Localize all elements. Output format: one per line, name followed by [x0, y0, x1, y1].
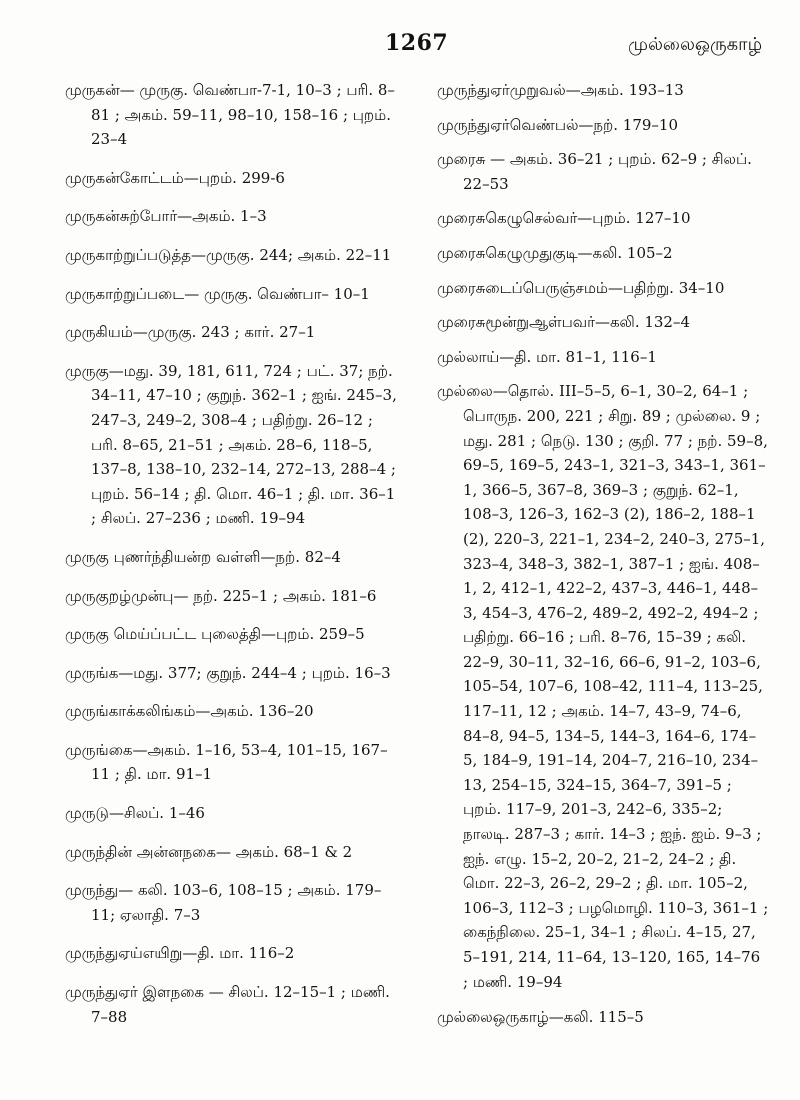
index-entry: முரைசுகெழுசெல்வர்—புறம். 127–10 — [437, 209, 691, 228]
index-entry: முருந்தின் அன்னநகை— அகம். 68–1 & 2 — [65, 842, 353, 861]
index-entry: முருந்துஏய்எயிறு—தி. மா. 116–2 — [65, 944, 295, 963]
page-number: 1267 — [385, 30, 449, 56]
index-entry: முருகன்— முருகு. வெண்பா-7-1, 10–3 ; பரி. 8–81 ; அகம். 59–11, 98–10, 158–16 ; புறம். 23–4 — [65, 81, 395, 149]
index-entry: முருந்து— கலி. 103–6, 108–15 ; அகம். 179–11; ஏலாதி. 7–3 — [65, 881, 382, 924]
index-entry: முருங்க—மது. 377; குறுந். 244–4 ; புறம். 16–3 — [65, 663, 391, 682]
running-head: முல்லைஒருகாழ் — [628, 34, 763, 55]
index-entry: முருகுறழ்முன்பு— நற். 225–1 ; அகம். 181–6 — [65, 586, 377, 605]
index-entry: முல்லை—தொல். III–5–5, 6–1, 30–2, 64–1 ; பொருந. 200, 221 ; சிறு. 89 ; முல்லை. 9 ; மது. 281 ; நெடு. 130 ; குறி. 77 ; நற். 59–8, 69–5, 169–5, 243–1, 321–3, 343–1, 361–1, 366–5, 367–8, 369–3 ; குறுந். 62–1, 108–3, 126–3, 162–3 (2), 186–2, 188–1 (2), 220–3, 221–1, 234–2, 240–3, 275–1, 323–4, 348–3, 382–1, 387–1 ; ஐங். 408–1, 2, 412–1, 422–2, 437–3, 446–1, 448–3, 454–3, 476–2, 489–2, 492–2, 494–2 ; பதிற்று. 66–16 ; பரி. 8–76, 15–39 ; கலி. 22–9, 30–11, 32–16, 66–6, 91–2, 103–6, 105–54, 107–6, 108–42, 111–4, 113–25, 117–11, 12 ; அகம். 14–7, 43–9, 74–6, 84–8, 94–5, 134–5, 144–3, 164–6, 174–5, 184–9, 191–14, 204–7, 216–10, 234–13, 254–15, 324–15, 364–7, 391–5 ; புறம். 117–9, 201–3, 242–6, 335–2; நாலடி. 287–3 ; கார். 14–3 ; ஐந். ஐம். 9–3 ; ஐந். எழு. 15–2, 20–2, 21–2, 24–2 ; தி. மொ. 22–3, 26–2, 29–2 ; தி. மா. 105–2, 106–3, 112–3 ; பழமொழி. 110–3, 361–1 ; கைந்நிலை. 25–1, 34–1 ; சிலப். 4–15, 27, 5–191, 214, 11–64, 13–120, 165, 14–76 ; மணி. 19–94 — [437, 382, 769, 991]
index-entry: முல்லைஒருகாழ்—கலி. 115–5 — [437, 1008, 644, 1027]
index-entry: முருடு—சிலப். 1–46 — [65, 804, 205, 823]
left-column — [65, 78, 403, 1043]
index-entry: முருங்கை—அகம். 1–16, 53–4, 101–15, 167–11 ; தி. மா. 91–1 — [65, 740, 388, 784]
index-entry: முருகு—மது. 39, 181, 611, 724 ; பட். 37; நற். 34–11, 47–10 ; குறுந். 362–1 ; ஐங். 245–3, 247–3, 249–2, 308–4 ; பதிற்று. 26–12 ; பரி. 8–65, 21–51 ; அகம். 28–6, 118–5, 137–8, 138–10, 232–14, 272–13, 288–4 ; புறம். 56–14 ; தி. மொ. 46–1 ; தி. மா. 36–1 ; சிலப். 27–236 ; மணி. 19–94 — [65, 361, 397, 528]
index-entry: முரைசுமூன்றுஆள்பவர்—கலி. 132–4 — [437, 313, 691, 332]
index-entry: முருந்துஏர் இளநகை — சிலப். 12–15–1 ; மணி. 7–88 — [65, 983, 390, 1026]
index-entry: முருகியம்—முருகு. 243 ; கார். 27–1 — [65, 323, 316, 342]
index-entry: முருந்துஏர்முறுவல்—அகம். 193–13 — [437, 81, 684, 99]
index-entry: முரைசுகெழுமுதுகுடி—கலி. 105–2 — [437, 243, 673, 262]
index-entry: முருந்துஏர்வெண்பல்—நற். 179–10 — [437, 115, 679, 134]
right-column — [437, 78, 769, 1040]
index-entry: முரைசுடைப்பெருஞ்சமம்—பதிற்று. 34–10 — [437, 278, 725, 297]
index-entry: முருகாற்றுப்படுத்த—முருகு. 244; அகம். 22–11 — [65, 245, 392, 264]
index-entry: முருகு புணர்ந்தியன்ற வள்ளி—நற். 82–4 — [65, 547, 341, 566]
index-entry: முருகு மெய்ப்பட்ட புலைத்தி—புறம். 259–5 — [65, 625, 365, 644]
index-entry: முருகன்கோட்டம்—புறம். 299-6 — [65, 168, 285, 187]
index-entry: முருகன்சுற்போர்—அகம். 1–3 — [65, 207, 267, 226]
index-entry: முல்லாய்—தி. மா. 81–1, 116–1 — [437, 347, 657, 366]
index-entry: முரைசு — அகம். 36–21 ; புறம். 62–9 ; சிலப். 22–53 — [437, 150, 752, 193]
index-entry: முருங்காக்கலிங்கம்—அகம். 136–20 — [65, 702, 314, 721]
index-entry: முருகாற்றுப்படை— முருகு. வெண்பா– 10–1 — [65, 284, 370, 303]
